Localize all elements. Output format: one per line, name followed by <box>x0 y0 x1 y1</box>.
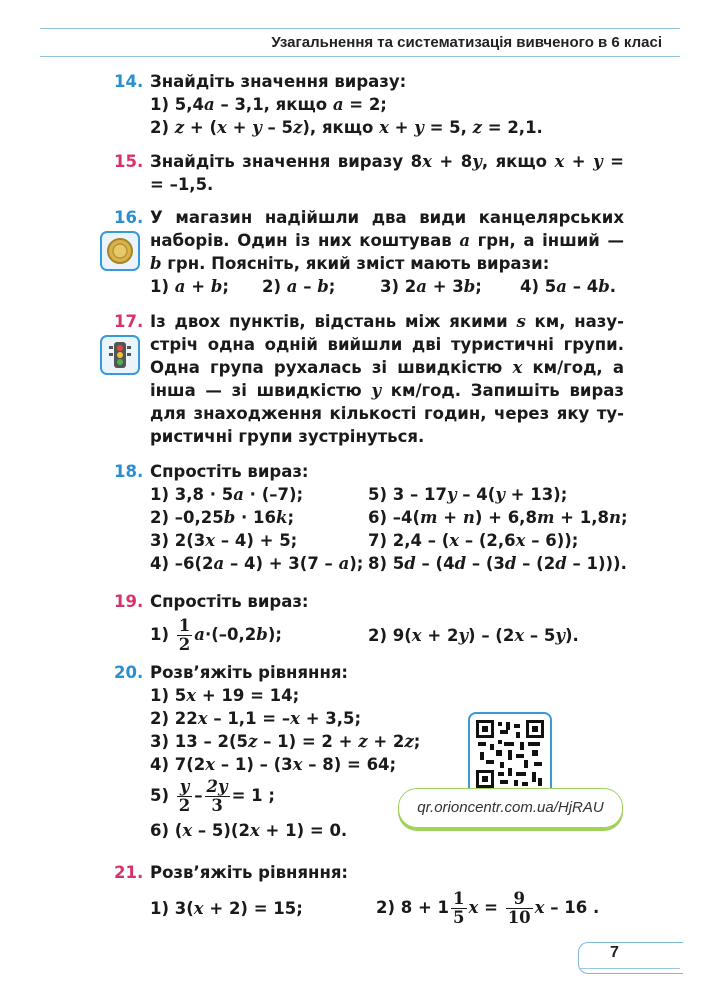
equation-4: 4) 7(2x – 1) – (3x – 8) = 64; <box>150 755 397 774</box>
expression-1: 1) 5,4a – 3,1, якщо a = 2; <box>150 95 387 114</box>
problem-number: 21. <box>114 863 144 882</box>
option-1: 1) a + b; <box>150 277 229 296</box>
page-number: 7 <box>610 944 619 961</box>
expression-row-4: 4) –6(2a – 4) + 3(7 – a); 8) 5d – (4d – (3d – (2d – 1))). <box>150 554 627 573</box>
expression-row-1: 1) 3,8 · 5a · (–7); 5) 3 – 17y – 4(y + 13); <box>150 485 568 504</box>
problem-15 <box>114 150 624 196</box>
problem-number: 16. <box>114 208 144 227</box>
equation-2: 2) 22x – 1,1 = –x + 3,5; <box>150 709 362 728</box>
options-row <box>150 275 624 298</box>
problem-text-line-6: ристичні групи зустрінуться. <box>150 427 425 446</box>
problem-number: 15. <box>114 152 144 171</box>
option-4: 4) 5a – 4b. <box>520 277 617 296</box>
qr-link-pill[interactable] <box>398 788 623 828</box>
expression-row-2: 2) –0,25b · 16k; 6) –4(m + n) + 6,8m + 1,8n; <box>150 508 628 527</box>
equation-row: 1) 3(x + 2) = 15; 2) 8 + 1 $\frac{1}{5}$ x = $\frac{9}{10}$ x – 16 . <box>150 889 600 927</box>
problem-21 <box>114 861 599 927</box>
problem-number: 20. <box>114 663 144 682</box>
problem-14 <box>114 70 543 139</box>
equation-1: 1) 5x + 19 = 14; <box>150 686 300 705</box>
option-3: 3) 2a + 3b; <box>380 277 482 296</box>
problem-number: 14. <box>114 72 144 91</box>
problem-text: Знайдіть значення виразу: <box>150 72 407 91</box>
problem-17 <box>114 310 624 448</box>
page-number-rule <box>580 968 680 969</box>
problem-number: 17. <box>114 312 144 331</box>
problem-text-line-2: стріч одна одній вийшли дві туристичні групи. <box>150 335 624 354</box>
problem-20 <box>114 661 420 842</box>
problem-text: Розв’яжіть рівняння: <box>150 663 349 682</box>
equation-3: 3) 13 – 2(5z – 1) = 2 + z + 2z; <box>150 732 421 751</box>
expression-2: 2) z + (x + y – 5z), якщо x + y = 5, z = 2,1. <box>150 118 543 137</box>
problem-text-line-5: для знаходження кількості годин, через яку ту- <box>150 404 624 423</box>
option-2: 2) a – b; <box>262 277 336 296</box>
expression-row: 1) $\frac{1}{2}$ a·(–0,2b); 2) 9(x + 2y) – (2x – 5y). <box>150 616 579 654</box>
problem-19 <box>114 590 579 654</box>
problem-text-line-1: У магазин надійшли два види канцелярських <box>150 208 624 227</box>
equation-6: 6) (x – 5)(2x + 1) = 0. <box>150 821 348 840</box>
header-rule-top <box>40 28 680 29</box>
problem-18 <box>114 460 628 575</box>
problem-text-line-4: інша — зі швидкістю y км/год. Запишіть вираз <box>150 381 624 400</box>
expression-row-3: 3) 2(3x – 4) + 5; 7) 2,4 – (x – (2,6x – 6)); <box>150 531 579 550</box>
qr-link[interactable]: qr.orioncentr.com.ua/HjRAU <box>417 799 604 816</box>
problem-16 <box>114 206 624 298</box>
problem-text-line-2: = –1,5. <box>150 175 214 194</box>
problem-number: 19. <box>114 592 144 611</box>
qr-code-icon <box>476 720 544 788</box>
problem-text-line-1: Знайдіть значення виразу 8x + 8y, якщо x + y = <box>150 152 625 171</box>
problem-text-line-2: наборів. Один із них коштував a грн, а інший — <box>150 231 624 250</box>
problem-text-line-1: Із двох пунктів, відстань між якими s км, назу- <box>150 312 624 331</box>
header-rule-bottom <box>40 56 680 57</box>
problem-text-line-3: b грн. Поясніть, який зміст мають вирази: <box>150 254 550 273</box>
qr-card <box>398 712 623 830</box>
problem-number: 18. <box>114 462 144 481</box>
problem-text: Розв’яжіть рівняння: <box>150 863 349 882</box>
equation-5: 5) $\frac{y}{2}$ – $\frac{2y}{3}$ = 1 ; <box>150 777 275 815</box>
problem-text-line-3: Одна група рухалась зі швидкістю x км/год, а <box>150 358 624 377</box>
problem-text: Спростіть вираз: <box>150 592 309 611</box>
problem-text: Спростіть вираз: <box>150 462 309 481</box>
header-title: Узагальнення та систематизація вивченого в 6 класі <box>271 34 662 51</box>
page-number-tab <box>578 942 683 974</box>
qr-code-frame <box>468 712 552 800</box>
